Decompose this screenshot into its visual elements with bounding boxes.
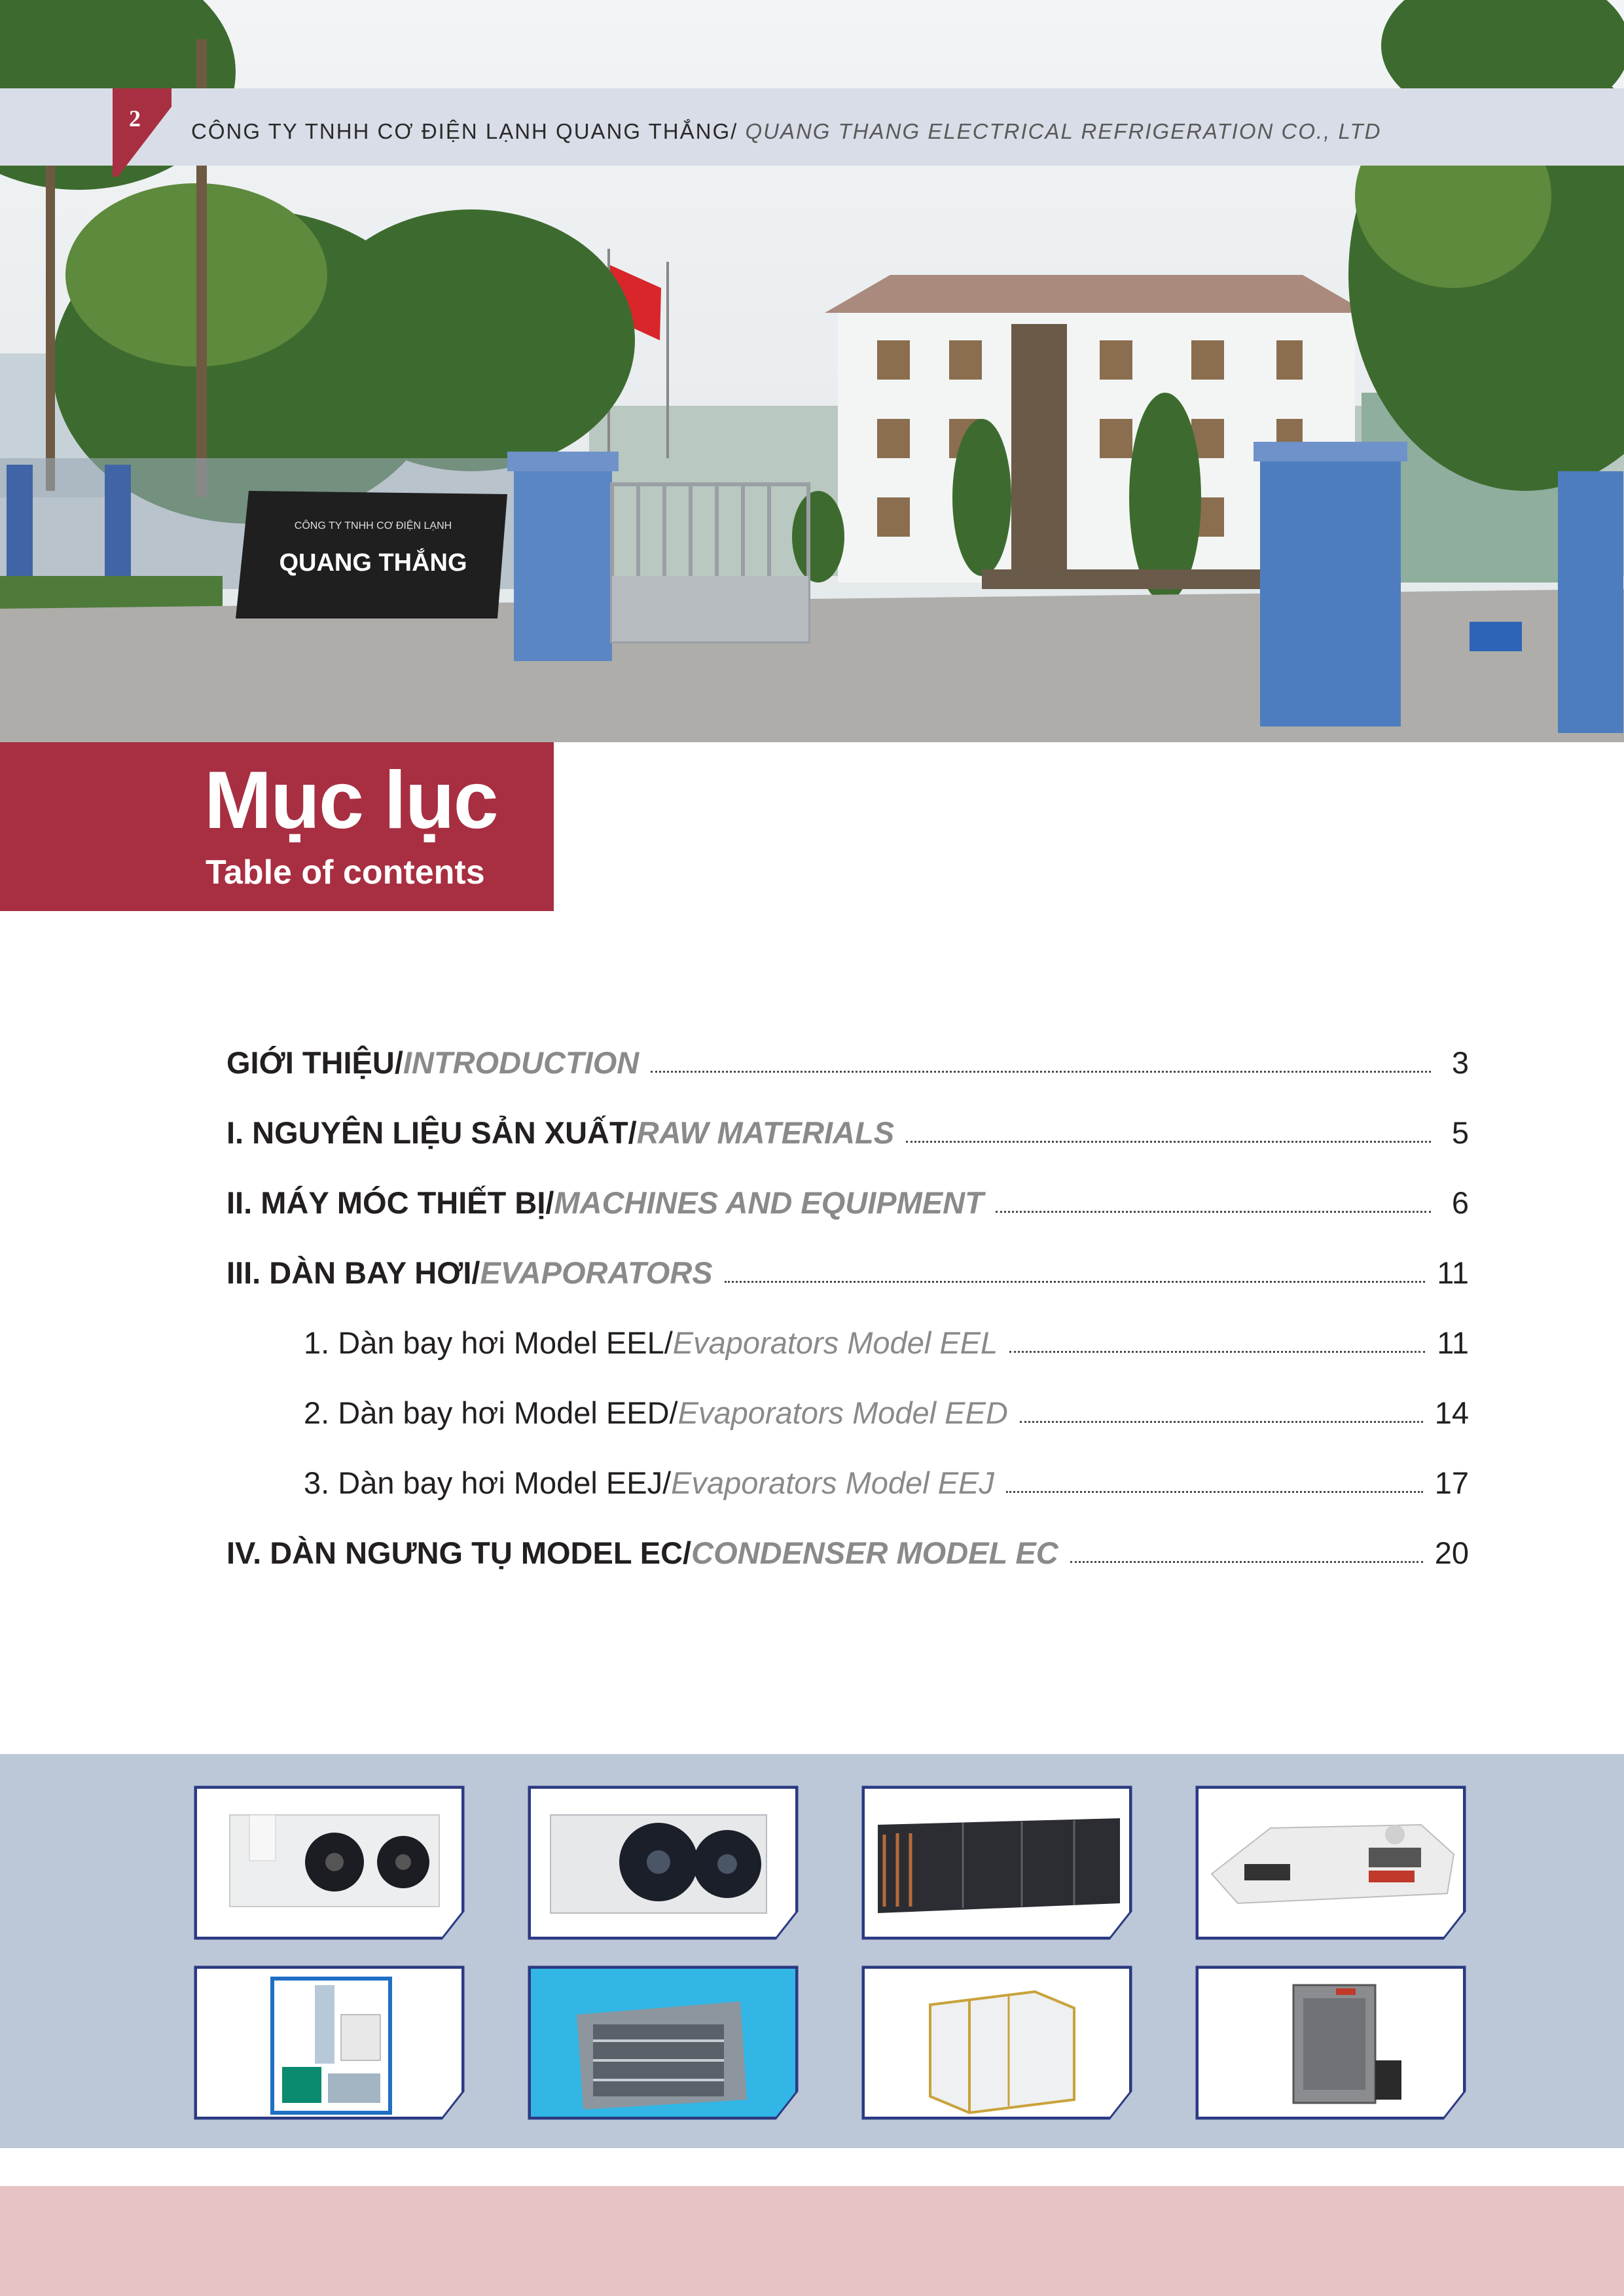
- toc-page-number: 3: [1451, 1045, 1469, 1080]
- toc-entry-label: [226, 1255, 713, 1291]
- industrial-cabinet-icon: [1199, 1969, 1465, 2119]
- product-card-condenser: [529, 1787, 797, 1939]
- toc-entry-label: [226, 1185, 984, 1221]
- toc-entry[interactable]: [226, 1168, 1469, 1238]
- toc-entry[interactable]: [226, 1098, 1469, 1168]
- toc-dot-leader: [1070, 1561, 1423, 1563]
- toc-dot-leader: [651, 1071, 1431, 1073]
- toc-page-number: 20: [1434, 1535, 1469, 1570]
- toc-entry-label: [226, 1535, 1058, 1571]
- toc-dot-leader: [1009, 1351, 1425, 1353]
- toc-entry-label: [226, 1045, 639, 1081]
- toc-dot-leader: [996, 1211, 1431, 1213]
- toc-entry-title-en: MACHINES AND EQUIPMENT: [554, 1185, 984, 1220]
- toc-entry-title-vn: GIỚI THIỆU/: [226, 1045, 403, 1080]
- toc-entry-title-en: Evaporators Model EEJ: [671, 1465, 994, 1500]
- toc-dot-leader: [725, 1281, 1426, 1283]
- product-card-cabinet: [1197, 1967, 1465, 2119]
- company-name-vn: CÔNG TY TNHH CƠ ĐIỆN LẠNH QUANG THẮNG/: [191, 119, 738, 143]
- toc-dot-leader: [1020, 1421, 1423, 1423]
- toc-page-number: 11: [1437, 1255, 1469, 1290]
- toc-page-number: 17: [1434, 1465, 1469, 1500]
- toc-page-number: 11: [1437, 1325, 1469, 1360]
- condenser-two-fan-icon: [531, 1789, 797, 1939]
- toc-page-number: 5: [1451, 1115, 1469, 1150]
- product-gallery: [0, 1754, 1624, 2148]
- toc-entry-title-en: INTRODUCTION: [403, 1045, 640, 1080]
- toc-entry[interactable]: [226, 1378, 1469, 1448]
- cold-room-panel-icon: [865, 1969, 1131, 2119]
- toc-entry-title-en: CONDENSER MODEL EC: [691, 1535, 1058, 1570]
- product-card-coil: [863, 1787, 1131, 1939]
- evaporator-two-fan-icon: [197, 1789, 463, 1939]
- toc-dot-leader: [906, 1141, 1431, 1143]
- toc-entry-title-vn: IV. DÀN NGƯNG TỤ MODEL EC/: [226, 1535, 692, 1570]
- toc-entry[interactable]: [226, 1518, 1469, 1588]
- tunnel-freezer-icon: [531, 1969, 797, 2119]
- toc-entry-title-vn: III. DÀN BAY HƠI/: [226, 1255, 480, 1290]
- toc-entry-label: [304, 1395, 1008, 1431]
- page-number-tab: [113, 88, 171, 177]
- company-name-en: QUANG THANG ELECTRICAL REFRIGERATION CO., LTD: [738, 119, 1382, 143]
- toc-entry[interactable]: [226, 1448, 1469, 1518]
- table-of-contents: [226, 1028, 1469, 1588]
- ice-machine-icon: [197, 1969, 463, 2119]
- page-subtitle: Table of contents: [206, 853, 485, 891]
- toc-entry-label: [304, 1325, 998, 1361]
- toc-entry[interactable]: [226, 1028, 1469, 1098]
- toc-entry-title-en: EVAPORATORS: [480, 1255, 713, 1290]
- toc-entry-title-en: Evaporators Model EED: [677, 1395, 1008, 1430]
- product-card-ceiling-unit: [1197, 1787, 1465, 1939]
- toc-entry-title-vn: I. NGUYÊN LIỆU SẢN XUẤT/: [226, 1115, 637, 1150]
- toc-dot-leader: [1006, 1491, 1423, 1493]
- toc-entry[interactable]: [226, 1308, 1469, 1378]
- page-title: Mục lục: [204, 755, 497, 846]
- footer-band: [0, 2186, 1624, 2296]
- toc-entry-label: [226, 1115, 894, 1151]
- coil-bank-icon: [865, 1789, 1131, 1939]
- toc-entry-title-vn: II. MÁY MÓC THIẾT BỊ/: [226, 1185, 554, 1220]
- product-card-evaporator: [195, 1787, 463, 1939]
- toc-entry-title-en: RAW MATERIALS: [636, 1115, 895, 1150]
- toc-entry-title-vn: 1. Dàn bay hơi Model EEL/: [304, 1325, 673, 1360]
- product-card-cold-room: [863, 1967, 1131, 2119]
- toc-page-number: 14: [1434, 1395, 1469, 1430]
- toc-entry-title-vn: 3. Dàn bay hơi Model EEJ/: [304, 1465, 672, 1500]
- product-card-tunnel-freezer: [529, 1967, 797, 2119]
- ceiling-unit-icon: [1199, 1789, 1465, 1939]
- toc-entry-title-en: Evaporators Model EEL: [672, 1325, 998, 1360]
- page-number: 2: [129, 105, 141, 132]
- toc-entry-label: [304, 1465, 994, 1501]
- sign-brand-text: QUANG THẮNG: [279, 549, 467, 577]
- company-header: [191, 119, 1381, 144]
- product-card-ice-machine: [195, 1967, 463, 2119]
- toc-page-number: 6: [1451, 1185, 1469, 1220]
- toc-entry[interactable]: [226, 1238, 1469, 1308]
- sign-company-text: CÔNG TY TNHH CƠ ĐIỆN LẠNH: [294, 520, 452, 531]
- toc-entry-title-vn: 2. Dàn bay hơi Model EED/: [304, 1395, 678, 1430]
